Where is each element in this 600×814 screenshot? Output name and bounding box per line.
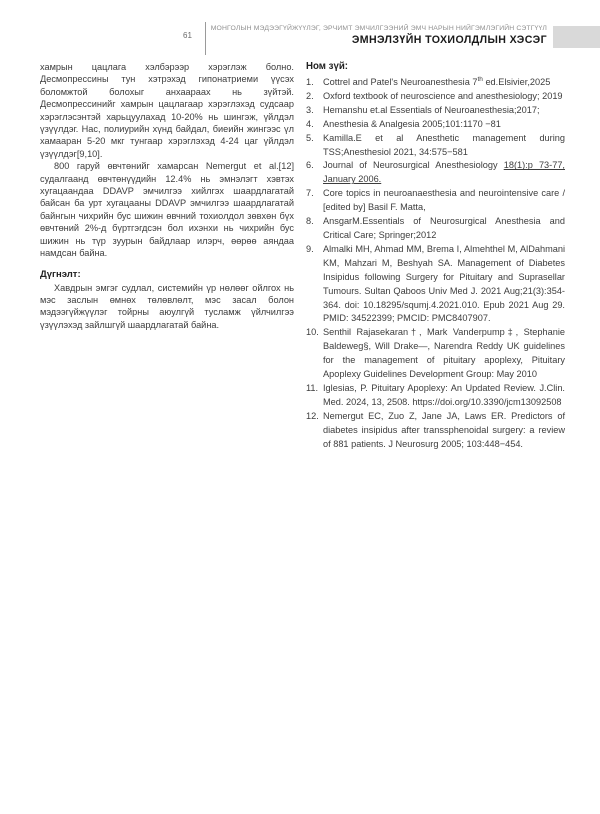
reference-number: 12. [306, 410, 319, 421]
reference-list [306, 76, 565, 451]
reference-item [306, 76, 565, 90]
reference-item [306, 187, 565, 215]
conclusion-paragraph: Хавдрын эмгэг судлал, системийн үр нөлөөг ойлгох нь мэс заслын өмнөх төлөвлөлт, мэс засал болон мэдээгүйжүүлэг тойрны аюулгүй тусламж үйлчилгээ үзүүлэхэд зайлшгүй шаардлагатай байна. [40, 282, 294, 330]
header-divider [205, 22, 206, 55]
reference-number: 5. [306, 132, 314, 143]
reference-text: Hemanshu et.al Essentials of Neuroanesthesia;2017; [323, 104, 540, 115]
body-paragraph: 800 гаруй өвчтөнийг хамарсан Nemergut et al.[12] судалгаанд өвчтөнүүдийн 12.4% нь эмнэлэгт хэвтэх хугацаандаа DDAVP эмчилгээ хийлгэх шаардлагатай байсан ба урт хугацааны DDAVP эмчилгээ шаардлагатай байнгын чихрийн бус шижин өвчний тохиолдол зөвхөн бүх өвчтөний 2%-д бүртгэгдсэн бол ихэнхи нь чихрийн бус шижин нь түр зуурын байдлаар илэрч, өөрөө аяндаа намдсан байна. [40, 161, 294, 259]
section-title: ЭМНЭЛЗҮЙН ТОХИОЛДЛЫН ХЭСЭГ [351, 34, 547, 46]
reference-item [306, 132, 565, 160]
reference-item [306, 90, 565, 104]
reference-item [306, 118, 565, 132]
reference-number: 10. [306, 327, 319, 338]
references-column [306, 61, 565, 451]
reference-superscript: th [477, 75, 483, 83]
reference-number: 11. [306, 382, 319, 393]
header-accent-bar [553, 26, 600, 48]
reference-text: Oxford textbook of neuroscience and anesthesiology; 2019 [323, 90, 563, 101]
reference-item [306, 326, 565, 382]
reference-link[interactable]: 18(1):p 73-77, January 2006. [323, 160, 565, 185]
reference-text: ed.Elsivier,2025 [482, 77, 551, 87]
reference-text: Core topics in neuroanaesthesia and neurointensive care / [edited by] Basil F. Matta, [323, 188, 565, 213]
references-heading: Ном зүй: [306, 61, 349, 72]
reference-number: 1. [306, 77, 314, 87]
reference-number: 7. [306, 188, 314, 199]
reference-number: 3. [306, 104, 314, 115]
article-text-column [40, 61, 294, 451]
page-number: 61 [183, 31, 192, 40]
reference-item [306, 104, 565, 118]
journal-title: МОНГОЛЫН МЭДЭЭГҮЙЖҮҮЛЭГ, ЭРЧИМТ ЭМЧИЛГЭЭНИЙ ЭМЧ НАРЫН НИЙГЭМЛЭГИЙН СЭТГҮҮЛ [210, 25, 547, 32]
reference-item [306, 243, 565, 326]
reference-number: 2. [306, 90, 314, 101]
reference-item [306, 215, 565, 243]
reference-number: 6. [306, 160, 314, 171]
reference-item [306, 382, 565, 410]
reference-text: Almalki MH, Ahmad MM, Brema I, Almehthel M, AlDahmani KM, Mahzari M, Beshyah SA. Management of Diabetes Insipidus following Surgery for Pituitary and Suprasellar Tumours. Sultan Qaboos Univ Med J. 2021 Aug;21(3):354-364. doi: 10.18295/squmj.4.2021.010. Epub 2021 Aug 29. PMID: 34522399; PMCID: PMC8407907. [323, 243, 565, 324]
reference-item [306, 410, 565, 452]
reference-number: 8. [306, 216, 314, 227]
reference-text: Kamilla.E et al Anesthetic management during TSS;Anesthesiol 2021, 34:575−581 [323, 132, 565, 157]
reference-text: Anesthesia & Analgesia 2005;101:1170 −81 [323, 118, 501, 129]
reference-item [306, 159, 565, 187]
page-header [0, 22, 600, 58]
reference-text: Senthil Rajasekaran†, Mark Vanderpump‡, Stephanie Baldeweg§, Will Drake—, Narendra Reddy UK guidelines for the management of pituitary apoplexy, Pituitary Apoplexy Guidelines Development Group: May 2010 [323, 327, 565, 380]
reference-text: Cottrel and Patel's Neuroanesthesia 7 [323, 77, 478, 87]
reference-text: Journal of Neurosurgical Anesthesiology [323, 160, 504, 171]
article-body [40, 61, 565, 451]
reference-number: 4. [306, 118, 314, 129]
body-paragraph: хамрын цацлага хэлбэрээр хэрэглэж болно. Десмопрессины тун хэтрэхэд гипонатриеми үүсэх боломжтой болохыг анхаараах нь зүйтэй. Десмопрессинийг хамрын цацлагаар хэрэглэхэд судсаар хэрэглэсэнтэй харьцуулахад 10-20% нь шингэж, үйлдэл үзүүлдэг. Нас, полиурийн хүнд байдал, биеийн жингээс үл хамааран 5-20 мкг тунгаар хэрэглэхэд 4-24 цаг үйлдэл үзүүлдэг[9,10]. [40, 62, 294, 159]
conclusion-heading: Дүгнэлт: [40, 268, 81, 280]
header-text-block [207, 25, 547, 46]
reference-text: Nemergut EC, Zuo Z, Jane JA, Laws ER. Predictors of diabetes insipidus after transsphenoidal surgery: a review of 881 patients. J Neurosurg 2005; 103:448−454. [323, 410, 565, 449]
reference-text: AnsgarM.Essentials of Neurosurgical Anesthesia and Critical Care; Springer;2012 [323, 216, 565, 240]
reference-text: Iglesias, P. Pituitary Apoplexy: An Updated Review. J.Clin. Med. 2024, 13, 2508. https://doi.org/10.3390/jcm13092508 [323, 382, 565, 407]
reference-number: 9. [306, 243, 314, 254]
